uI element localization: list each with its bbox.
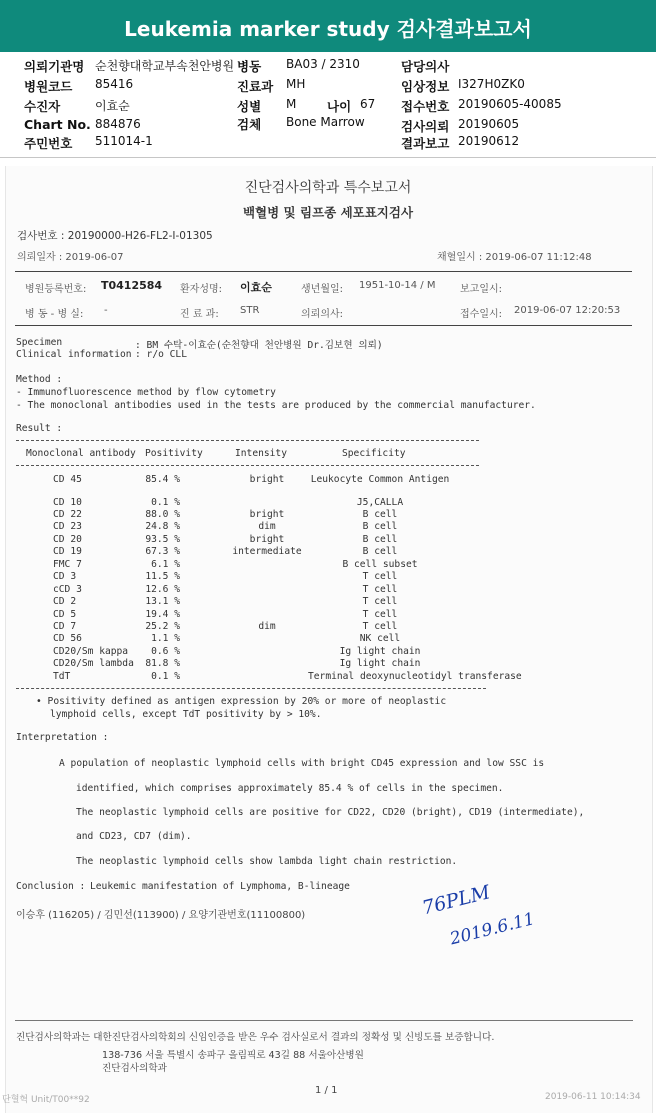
intensity-cell: dim [258, 521, 276, 532]
positivity-cell: 6.1 % [151, 559, 180, 570]
chart-label: Chart No. [24, 117, 91, 132]
intensity-cell: bright [249, 534, 285, 545]
ward-label: 병동 [237, 59, 262, 74]
report-dept-title: 진단검사의학과 특수보고서 [244, 180, 412, 196]
dept-label: 진료과 [237, 79, 274, 94]
title-bar [0, 0, 656, 52]
positivity-cell: 19.4 % [145, 609, 180, 620]
positivity-cell: 12.6 % [145, 584, 180, 595]
ward-room-value: - [104, 305, 108, 316]
specificity-cell: Ig light chain [339, 658, 421, 669]
positivity-cell: 1.1 % [151, 633, 180, 644]
chart-value: 884876 [95, 117, 141, 131]
ward-value: BA03 / 2310 [286, 57, 360, 71]
antibody-cell: CD20/Sm kappa [53, 646, 129, 657]
positivity-cell: 81.8 % [145, 658, 180, 669]
hospital-code-value: 85416 [95, 77, 134, 91]
request-date: 의뢰일자 : 2019-06-07 [17, 252, 124, 263]
collect-datetime: 채혈일시 : 2019-06-07 11:12:48 [437, 252, 592, 263]
page-number: 1 / 1 [315, 1085, 338, 1096]
print-footer-left: 단혈혁 Unit/T00**92 [2, 1095, 90, 1105]
dept-label-2: 진 료 과: [180, 309, 219, 320]
intensity-cell: bright [249, 474, 285, 485]
request-date-value: 20190605 [458, 117, 520, 131]
antibody-cell: CD 2 [53, 596, 77, 607]
positivity-cell: 13.1 % [145, 596, 180, 607]
age-value: 67 [360, 97, 376, 111]
handwritten-date: 2019.6.11 [448, 909, 537, 950]
positivity-cell: 0.1 % [151, 497, 180, 508]
interpretation-line: and CD23, CD7 (dim). [76, 831, 192, 842]
specificity-cell: NK cell [359, 633, 401, 644]
name-value: 이효순 [240, 281, 272, 294]
dept-value: MH [286, 77, 306, 91]
lab-department: 진단검사의학과 [102, 1063, 167, 1074]
intensity-cell: intermediate [232, 546, 302, 557]
report-time-label: 보고일시: [460, 284, 503, 295]
antibody-cell: CD 5 [53, 609, 77, 620]
doctor-label: 담당의사 [401, 59, 450, 74]
specimen-label: 검체 [237, 117, 262, 132]
positivity-cell: 24.8 % [145, 521, 180, 532]
reg-value: T0412584 [101, 279, 163, 292]
specificity-cell: T cell [362, 571, 398, 582]
interpretation-line: A population of neoplastic lymphoid cells with bright CD45 expression and low SSC is [59, 758, 545, 769]
clinical-value: I327H0ZK0 [458, 77, 525, 91]
specimen-value: Bone Marrow [286, 115, 365, 129]
intensity-cell: dim [258, 621, 276, 632]
specificity-cell: Ig light chain [339, 646, 421, 657]
dept-value-2: STR [240, 305, 260, 316]
method-label: Method : [16, 374, 63, 385]
specificity-cell: T cell [362, 584, 398, 595]
antibody-cell: CD20/Sm lambda [53, 658, 134, 669]
antibody-cell: cCD 3 [53, 584, 82, 595]
ward-room-label: 병 동 - 병 실: [25, 309, 84, 320]
col-intensity: Intensity [235, 448, 287, 459]
specificity-cell: B cell [362, 546, 398, 557]
method-line: - Immunofluorescence method by flow cytometry [16, 387, 276, 398]
positivity-cell: 11.5 % [145, 571, 180, 582]
antibody-cell: CD 10 [53, 497, 82, 508]
signers: 이승후 (116205) / 김민선(113900) / 요양기관번호(11100800) [16, 910, 306, 921]
positivity-cell: 93.5 % [145, 534, 180, 545]
interpretation-line: The neoplastic lymphoid cells are positive for CD22, CD20 (bright), CD19 (intermediate), [76, 807, 585, 818]
receipt-no-value: 20190605-40085 [458, 97, 562, 111]
dob-label: 생년월일: [301, 284, 344, 295]
table-bottom-rule [16, 688, 486, 689]
intensity-cell: bright [249, 509, 285, 520]
request-date-label: 검사의뢰 [401, 119, 450, 134]
antibody-cell: CD 23 [53, 521, 82, 532]
specificity-cell: B cell [362, 534, 398, 545]
patient-value: 이효순 [95, 99, 130, 113]
id-value: 511014-1 [95, 134, 153, 148]
handwritten-initials: 76PLM [420, 881, 493, 920]
certification-text: 진단검사의학과는 대한진단검사의학회의 신임인증을 받은 우수 검사실로서 결과의 정확성 및 신빙도를 보증합니다. [16, 1032, 495, 1043]
positivity-cell: 88.0 % [145, 509, 180, 520]
req-doctor-label: 의뢰의사: [301, 309, 344, 320]
clinical-label: 임상정보 [401, 79, 450, 94]
conclusion-label: Conclusion : [16, 881, 86, 892]
result-label: Result : [16, 423, 63, 434]
specificity-cell: Leukocyte Common Antigen [310, 474, 450, 485]
specificity-cell: B cell [362, 509, 398, 520]
positivity-cell: 0.1 % [151, 671, 180, 682]
sex-label: 성별 [237, 99, 262, 114]
positivity-cell: 0.6 % [151, 646, 180, 657]
clinical-info-label: Clinical information [16, 349, 132, 360]
footer-rule [15, 1020, 633, 1021]
receipt-no-label: 접수번호 [401, 99, 450, 114]
specificity-cell: B cell [362, 521, 398, 532]
footnote-line: lymphoid cells, except TdT positivity by > 10%. [50, 709, 322, 720]
requester-label: 의뢰기관명 [24, 59, 85, 74]
lab-address: 138-736 서울 특별시 송파구 올림픽로 43길 88 서울아산병원 [102, 1050, 364, 1061]
table-top-rule [16, 440, 479, 441]
sex-value: M [286, 97, 297, 111]
antibody-cell: CD 19 [53, 546, 82, 557]
col-positivity: Positivity [145, 448, 203, 459]
specificity-cell: T cell [362, 621, 398, 632]
antibody-cell: CD 7 [53, 621, 77, 632]
print-footer-right: 2019-06-11 10:14:34 [545, 1092, 641, 1102]
test-number: 검사번호 : 20190000-H26-FL2-I-01305 [17, 230, 213, 242]
age-label: 나이 [327, 99, 352, 114]
receipt-time-label: 접수일시: [460, 309, 503, 320]
footnote-line: • Positivity defined as antigen expression by 20% or more of neoplastic [36, 696, 447, 707]
info-bottom-rule [15, 325, 632, 326]
specificity-cell: Terminal deoxynucleotidyl transferase [308, 671, 522, 682]
specimen-value-2: : BM 수탁-이효순(순천향대 천안병원 Dr.김보현 의뢰) [135, 340, 383, 351]
interpretation-line: The neoplastic lymphoid cells show lambda light chain restriction. [76, 856, 458, 867]
antibody-cell: CD 20 [53, 534, 82, 545]
table-header-rule [16, 465, 479, 466]
report-subtitle: 백혈병 및 림프종 세포표지검사 [242, 205, 414, 220]
report-date-label: 결과보고 [401, 136, 450, 151]
info-top-rule [15, 271, 632, 272]
positivity-cell: 25.2 % [145, 621, 180, 632]
requester-value: 순천향대학교부속천안병원 [95, 59, 235, 73]
positivity-cell: 67.3 % [145, 546, 180, 557]
id-label: 주민번호 [24, 136, 73, 151]
specificity-cell: B cell subset [342, 559, 418, 570]
name-label: 환자성명: [180, 284, 223, 295]
clinical-info-value: : r/o CLL [135, 349, 187, 360]
antibody-cell: CD 56 [53, 633, 82, 644]
method-line: - The monoclonal antibodies used in the tests are produced by the commercial manufacturer. [16, 400, 536, 411]
antibody-cell: TdT [53, 671, 71, 682]
antibody-cell: CD 45 [53, 474, 82, 485]
specificity-cell: J5,CALLA [356, 497, 404, 508]
specificity-cell: T cell [362, 596, 398, 607]
antibody-cell: CD 3 [53, 571, 77, 582]
specificity-cell: T cell [362, 609, 398, 620]
receipt-time-value: 2019-06-07 12:20:53 [514, 305, 621, 316]
patient-label: 수진자 [24, 99, 61, 114]
hospital-code-label: 병원코드 [24, 79, 73, 94]
report-title: Leukemia marker study 검사결과보고서 [124, 17, 532, 41]
antibody-cell: FMC 7 [53, 559, 82, 570]
col-specificity: Specificity [342, 448, 406, 459]
positivity-cell: 85.4 % [145, 474, 180, 485]
specimen-label-2: Specimen [16, 337, 63, 348]
interpretation-line: identified, which comprises approximately 85.4 % of cells in the specimen. [76, 783, 504, 794]
report-date-value: 20190612 [458, 134, 520, 148]
reg-label: 병원등록번호: [25, 284, 87, 295]
antibody-cell: CD 22 [53, 509, 82, 520]
header-divider [0, 157, 656, 158]
col-antibody: Monoclonal antibody [26, 448, 136, 459]
interpretation-label: Interpretation : [16, 732, 109, 743]
dob-value: 1951-10-14 / M [359, 280, 436, 291]
conclusion-text: Leukemic manifestation of Lymphoma, B-lineage [90, 881, 350, 892]
